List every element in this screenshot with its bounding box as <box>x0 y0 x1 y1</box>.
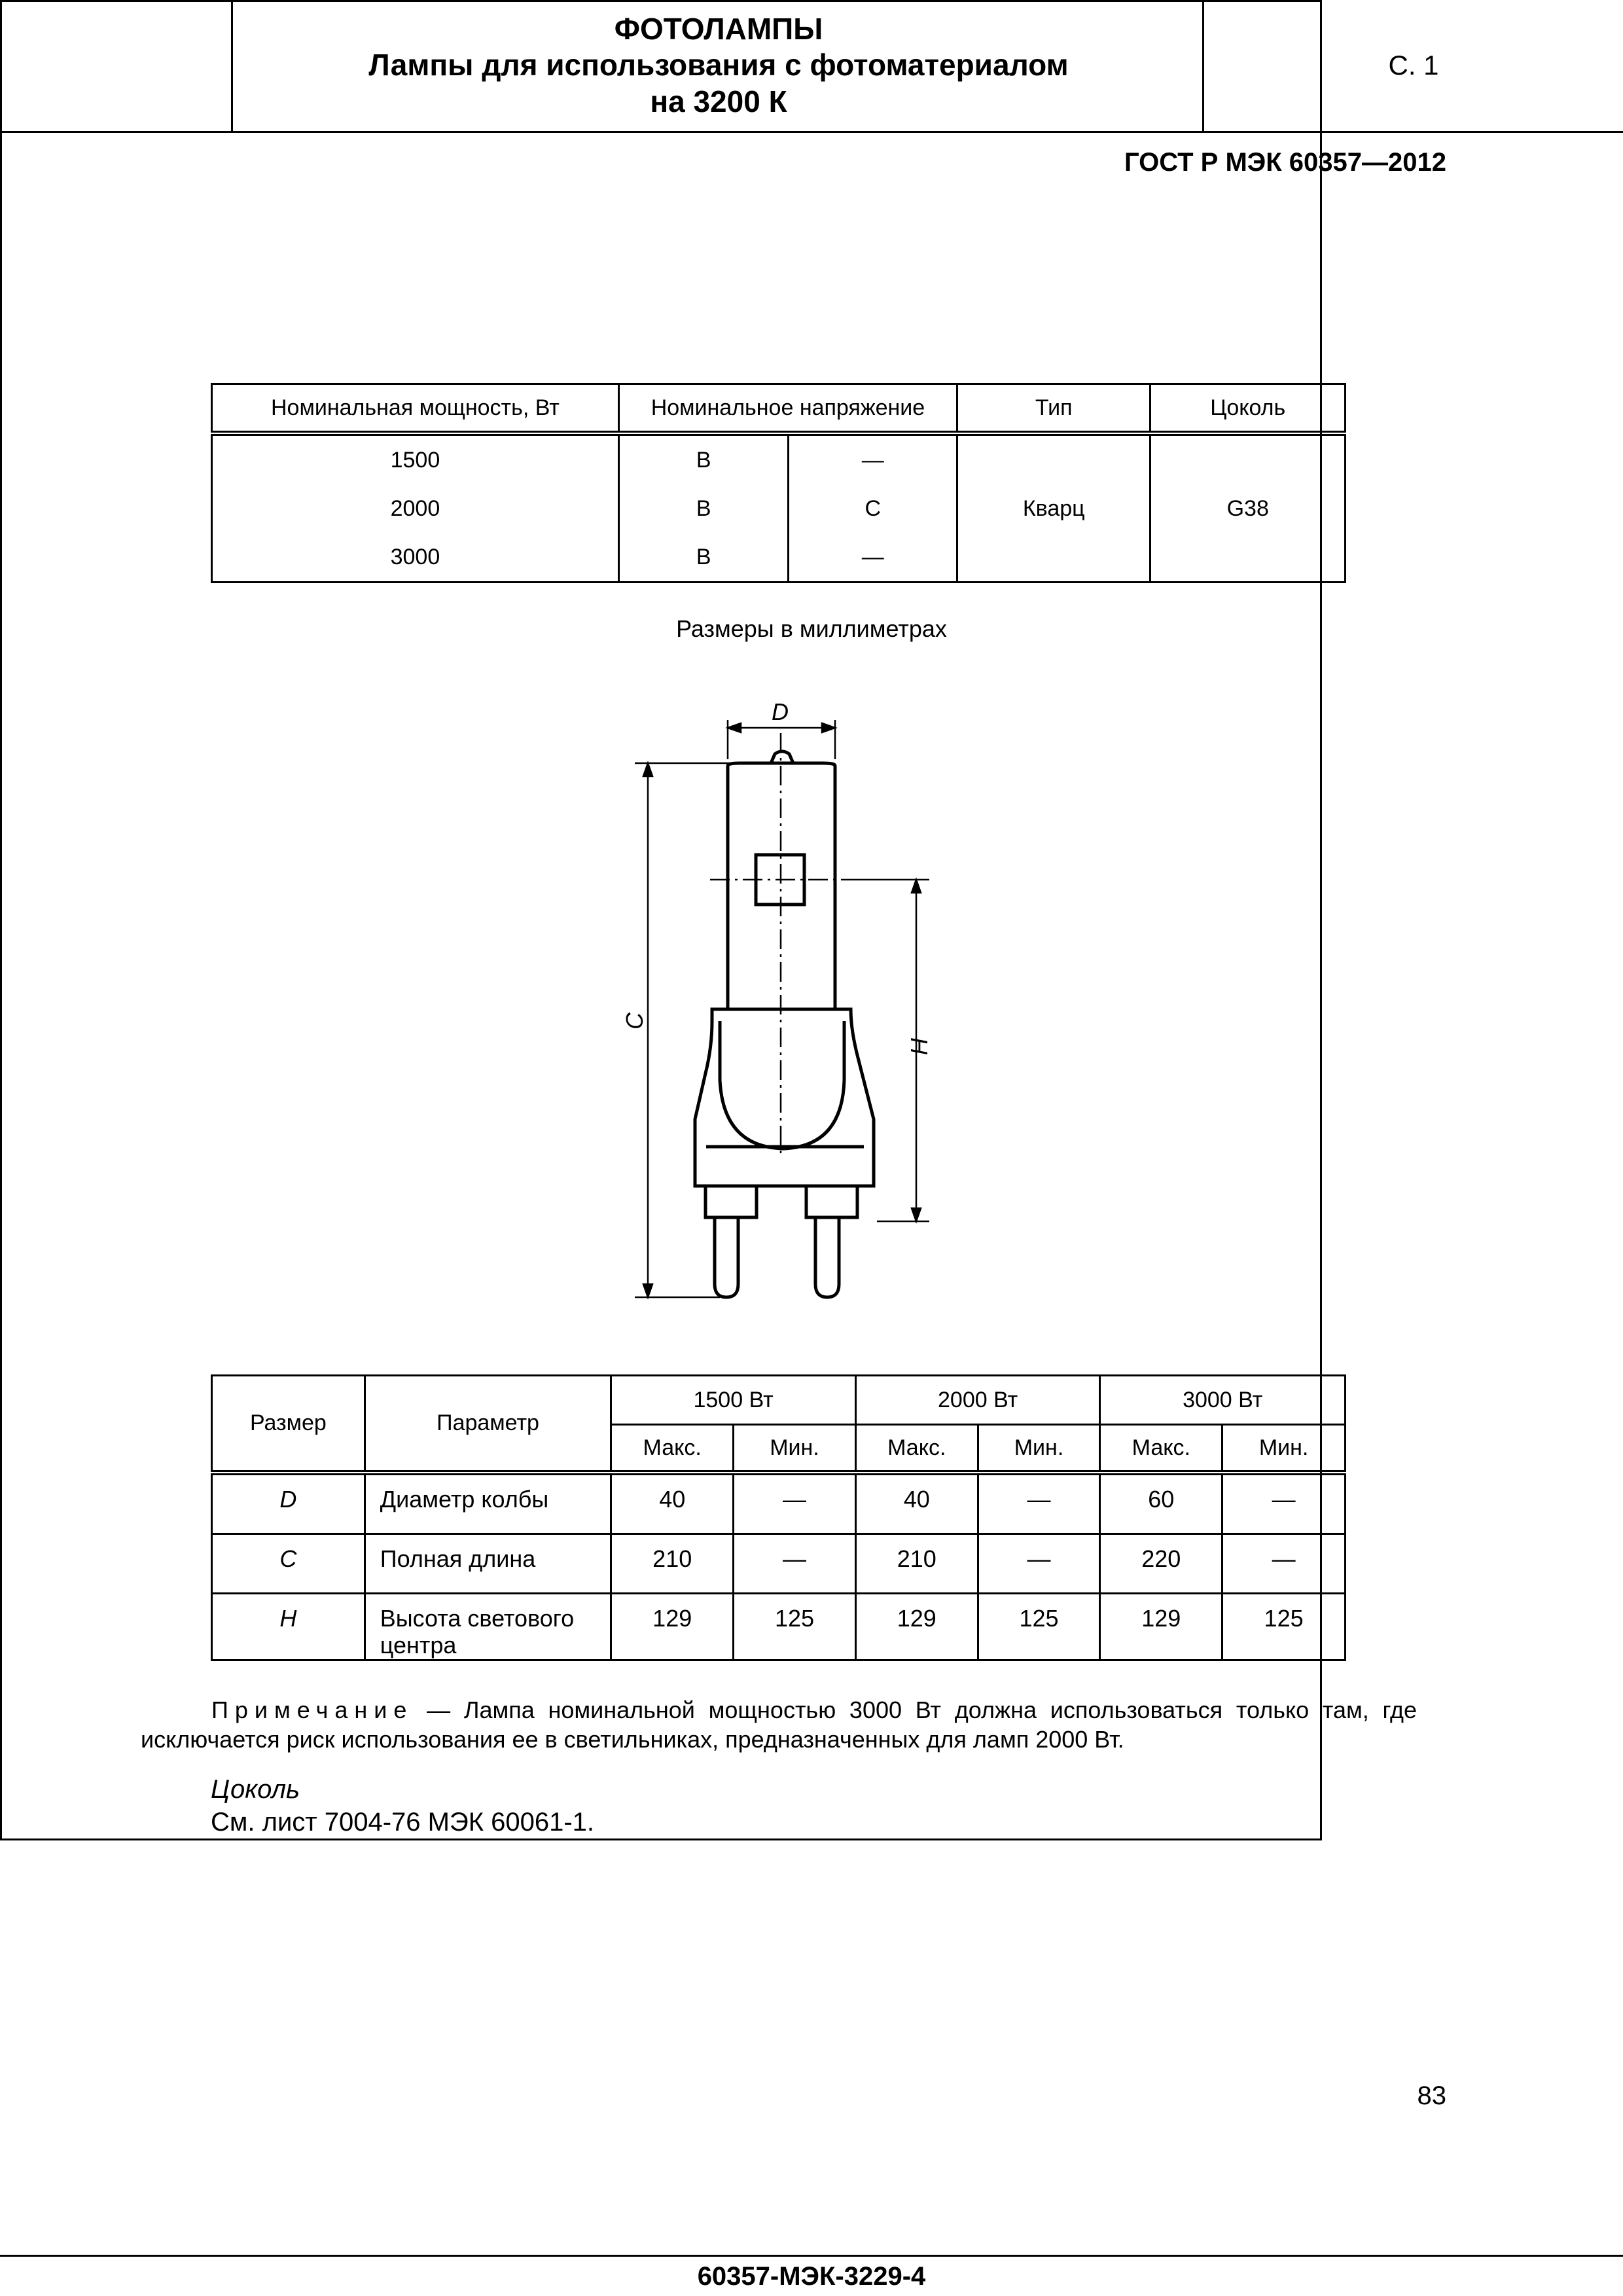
dimension-label-d: D <box>772 698 789 725</box>
value-cell: 125 <box>1222 1594 1346 1660</box>
voltage-cell: — <box>789 433 957 484</box>
value-cell: 210 <box>611 1534 734 1594</box>
table-row <box>212 433 1346 484</box>
value-cell: 125 <box>978 1594 1100 1660</box>
value-cell: — <box>978 1473 1100 1534</box>
voltage-cell: В <box>618 484 789 533</box>
value-cell: — <box>734 1473 856 1534</box>
title-divider <box>0 131 1623 133</box>
voltage-cell: С <box>789 484 957 533</box>
header-min: Мин. <box>734 1425 856 1473</box>
sheet-subtitle-line2: на 3200 К <box>650 84 787 118</box>
value-cell: 220 <box>1100 1534 1222 1594</box>
dimensions-caption: Размеры в миллиметрах <box>676 615 947 642</box>
sheet-code: 60357-МЭК-3229-4 <box>697 2261 926 2291</box>
lamp-outline <box>695 751 874 1297</box>
header-2000w: 2000 Вт <box>855 1376 1100 1425</box>
header-parameter: Параметр <box>365 1376 611 1473</box>
dimensions-table <box>211 1374 1346 1661</box>
table-row <box>212 1594 1346 1660</box>
ratings-table <box>211 383 1346 583</box>
header-type: Тип <box>957 384 1150 434</box>
header-max: Макс. <box>611 1425 734 1473</box>
dimension-label-h: H <box>906 1037 933 1054</box>
standard-code: ГОСТ Р МЭК 60357—2012 <box>1124 148 1446 177</box>
parameter-name: Диаметр колбы <box>365 1473 611 1534</box>
sheet-subtitle: Лампы для использования с фотоматериалом <box>368 48 1069 82</box>
header-max: Макс. <box>855 1425 978 1473</box>
parameter-name: Высота светового центра <box>365 1594 611 1660</box>
table-row <box>212 1473 1346 1534</box>
dimension-label-c: C <box>621 1013 648 1030</box>
header-min: Мин. <box>1222 1425 1346 1473</box>
value-cell: 125 <box>734 1594 856 1660</box>
header-cap: Цоколь <box>1150 384 1346 434</box>
header-3000w: 3000 Вт <box>1100 1376 1346 1425</box>
note-text: — Лампа номинальной мощностью 3000 Вт должна использоваться только там, где исключается риск использования ее в светильниках, предназначенных для ламп 2000 Вт. <box>141 1696 1417 1753</box>
center-lines <box>710 733 851 1158</box>
sheet-title: ФОТОЛАМПЫ <box>614 12 823 46</box>
size-symbol: D <box>212 1473 365 1534</box>
page-number: 83 <box>1417 2081 1446 2110</box>
header-voltage: Номинальное напряжение <box>618 384 957 434</box>
value-cell: 129 <box>1100 1594 1222 1660</box>
value-cell: — <box>978 1534 1100 1594</box>
note-label: Примечание <box>211 1696 414 1723</box>
header-1500w: 1500 Вт <box>611 1376 856 1425</box>
header-min: Мин. <box>978 1425 1100 1473</box>
note-paragraph <box>141 1695 1417 1754</box>
power-cell: 3000 <box>212 533 619 583</box>
power-cell: 1500 <box>212 433 619 484</box>
header-power: Номинальная мощность, Вт <box>212 384 619 434</box>
value-cell: 60 <box>1100 1473 1222 1534</box>
parameter-name: Полная длина <box>365 1534 611 1594</box>
sheet-number: С. 1 <box>1388 50 1439 81</box>
cap-reference: См. лист 7004-76 МЭК 60061-1. <box>211 1808 595 1837</box>
table-row <box>212 1534 1346 1594</box>
value-cell: — <box>1222 1534 1346 1594</box>
header-size: Размер <box>212 1376 365 1473</box>
power-cell: 2000 <box>212 484 619 533</box>
type-cell: Кварц <box>957 433 1150 583</box>
value-cell: 40 <box>855 1473 978 1534</box>
value-cell: — <box>734 1534 856 1594</box>
voltage-cell: В <box>618 533 789 583</box>
voltage-cell: В <box>618 433 789 484</box>
value-cell: 129 <box>855 1594 978 1660</box>
lamp-drawing <box>589 668 955 1322</box>
size-symbol: H <box>212 1594 365 1660</box>
value-cell: 129 <box>611 1594 734 1660</box>
size-symbol: C <box>212 1534 365 1594</box>
value-cell: 210 <box>855 1534 978 1594</box>
voltage-cell: — <box>789 533 957 583</box>
value-cell: 40 <box>611 1473 734 1534</box>
cap-heading: Цоколь <box>211 1775 300 1804</box>
value-cell: — <box>1222 1473 1346 1534</box>
cap-cell: G38 <box>1150 433 1346 583</box>
header-max: Макс. <box>1100 1425 1222 1473</box>
title-block <box>233 0 1204 131</box>
